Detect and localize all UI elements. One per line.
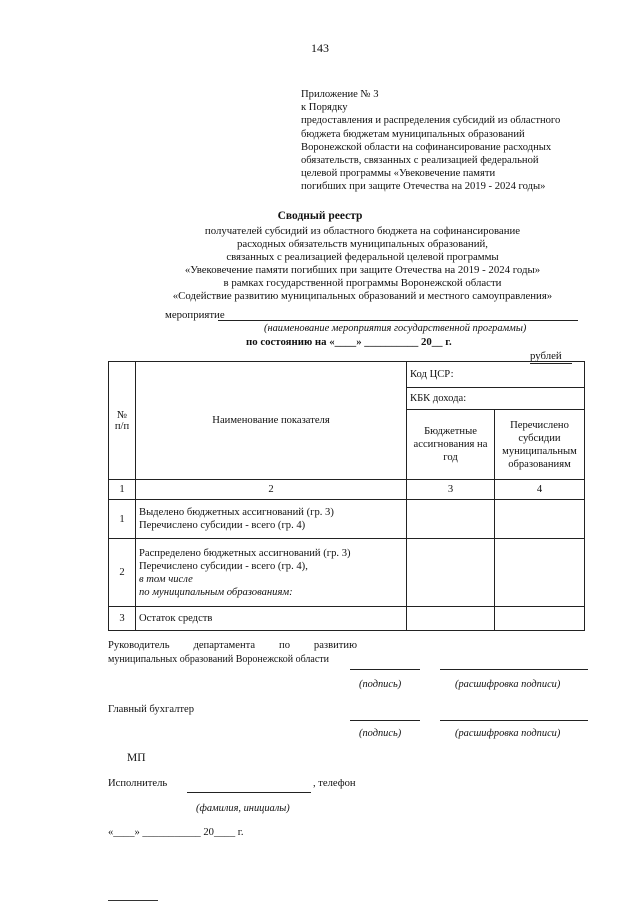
appendix-line: целевой программы «Увековечение памяти	[301, 168, 496, 180]
event-field-line[interactable]	[218, 320, 578, 321]
executor-name-line[interactable]	[187, 792, 311, 793]
head-label: Руководитель департамента по развитию	[108, 640, 357, 651]
header-name: Наименование показателя	[136, 362, 407, 480]
row-text: Выделено бюджетных ассигнований (гр. 3)	[139, 507, 334, 518]
footnote-divider	[108, 900, 158, 901]
subtitle-line: в рамках государственной программы Воронежской области	[223, 277, 502, 289]
appendix-line: к Порядку	[301, 102, 348, 114]
row-budget-value[interactable]	[407, 607, 495, 631]
appendix-line: Воронежской области на софинансирование расходных	[301, 141, 552, 153]
date-line: «____» ___________ 20____ г.	[108, 827, 244, 838]
row-text: Перечислено субсидии - всего (гр. 4),	[139, 560, 308, 572]
kbk-cell[interactable]: КБК дохода:	[407, 388, 585, 410]
executor-note: (фамилия, инициалы)	[196, 803, 290, 814]
page-number: 143	[311, 41, 329, 55]
phone-label: , телефон	[313, 778, 356, 789]
subtitle-line: расходных обязательств муниципальных образований,	[237, 238, 488, 250]
units-label: рублей	[530, 350, 562, 362]
accountant-sign-line[interactable]	[350, 720, 420, 721]
event-label: мероприятие	[165, 309, 225, 321]
row-text: Перечислено субсидии - всего (гр. 4)	[139, 520, 306, 531]
header-budget: Бюджетные ассигнования на год	[407, 410, 495, 480]
head-decode-line[interactable]	[440, 669, 588, 670]
row-num: 1	[109, 500, 136, 539]
table-row	[109, 500, 585, 539]
row-text-italic: в том числе	[139, 573, 193, 585]
head-sign-line[interactable]	[350, 669, 420, 670]
appendix-line: предоставления и распределения субсидий из областного	[301, 115, 561, 127]
row-name: Остаток средств	[136, 607, 407, 631]
executor-label: Исполнитель	[108, 778, 168, 789]
appendix-line: бюджета бюджетам муниципальных образований	[301, 128, 525, 140]
row-budget-value[interactable]	[407, 500, 495, 539]
head-decode-note: (расшифровка подписи)	[455, 679, 561, 690]
subtitle-line: получателей субсидий из областного бюджета на софинансирование	[204, 225, 521, 237]
row-text: Распределено бюджетных ассигнований (гр. 3)	[139, 547, 351, 559]
row-text-italic: по муниципальным образованиям:	[139, 586, 293, 598]
row-num: 2	[109, 539, 136, 607]
accountant-label: Главный бухгалтер	[108, 704, 195, 715]
accountant-decode-line[interactable]	[440, 720, 588, 721]
event-note: (наименование мероприятия государственной программы)	[264, 323, 527, 334]
row-name	[136, 539, 407, 607]
row-num: 3	[109, 607, 136, 631]
appendix-line: обязательств, связанных с реализацией федеральной	[301, 155, 539, 167]
accountant-decode-note: (расшифровка подписи)	[455, 728, 561, 739]
header-transfer: Перечислено субсидии муниципальным образованиям	[495, 410, 585, 480]
row-transfer-value[interactable]	[495, 607, 585, 631]
row-transfer-value[interactable]	[495, 539, 585, 607]
table-row	[109, 607, 585, 631]
accountant-sign-note: (подпись)	[359, 728, 402, 739]
table-row	[109, 539, 585, 607]
appendix-line: Приложение № 3	[301, 89, 379, 100]
registry-table	[108, 361, 585, 631]
subtitle-line: «Увековечение памяти погибших при защите Отечества на 2019 - 2024 годы»	[184, 264, 541, 276]
appendix-line: погибших при защите Отечества на 2019 - 2024 годы»	[301, 181, 546, 193]
row-name	[136, 500, 407, 539]
col-number: 3	[407, 480, 495, 500]
head-sign-note: (подпись)	[359, 679, 402, 690]
col-number: 2	[136, 480, 407, 500]
col-number: 1	[109, 480, 136, 500]
head-label-2: муниципальных образований Воронежской области	[108, 654, 329, 665]
header-num: № п/п	[109, 362, 136, 480]
row-budget-value[interactable]	[407, 539, 495, 607]
stamp-label: МП	[127, 752, 146, 764]
document-subtitle	[140, 225, 585, 303]
subtitle-line: «Содействие развитию муниципальных образований и местного самоуправления»	[172, 290, 553, 302]
state-date-line: по состоянию на «____» __________ 20__ г.	[246, 336, 452, 348]
appendix-block	[301, 88, 560, 194]
col-number: 4	[495, 480, 585, 500]
row-transfer-value[interactable]	[495, 500, 585, 539]
code-csr-cell[interactable]: Код ЦСР:	[407, 362, 585, 388]
document-title: Сводный реестр	[277, 210, 363, 222]
subtitle-line: связанных с реализацией федеральной целевой программы	[226, 251, 499, 263]
